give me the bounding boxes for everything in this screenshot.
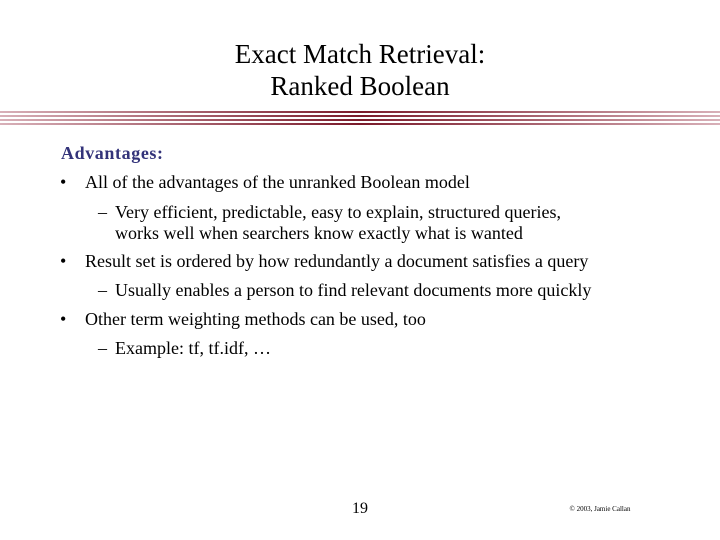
divider-line-4 (0, 123, 720, 125)
sub-bullet-dash: – (98, 280, 107, 300)
divider-rule-graphic (0, 110, 720, 128)
bullet-text: Result set is ordered by how redundantly a document satisfies a query (85, 251, 589, 271)
slide-title (0, 38, 720, 102)
sub-bullet-dash: – (98, 338, 107, 358)
bullet-text: All of the advantages of the unranked Boolean model (85, 172, 470, 192)
bullet-dot: • (60, 251, 67, 271)
divider-line-1 (0, 111, 720, 113)
bullet-dot: • (60, 309, 67, 329)
divider-line-2 (0, 115, 720, 117)
page-number: 19 (352, 500, 368, 517)
slide-title-line-1: Exact Match Retrieval: (234, 39, 486, 69)
bullet-text: Other term weighting methods can be used, too (85, 309, 426, 329)
sub-bullet-text: Example: tf, tf.idf, … (115, 338, 271, 358)
title-divider-rule (0, 110, 720, 128)
sub-bullet-dash: – (98, 202, 107, 222)
slide-title-line-2: Ranked Boolean (270, 71, 450, 101)
sub-bullet-text: Usually enables a person to find relevant documents more quickly (115, 280, 592, 300)
copyright-notice: © 2003, Jamie Callan (569, 505, 631, 513)
divider-line-3 (0, 119, 720, 121)
sub-bullet-text: works well when searchers know exactly what is wanted (115, 223, 523, 243)
sub-bullet-text: Very efficient, predictable, easy to explain, structured queries, (115, 202, 561, 222)
advantages-heading: Advantages: (61, 143, 164, 163)
bullet-dot: • (60, 172, 67, 192)
